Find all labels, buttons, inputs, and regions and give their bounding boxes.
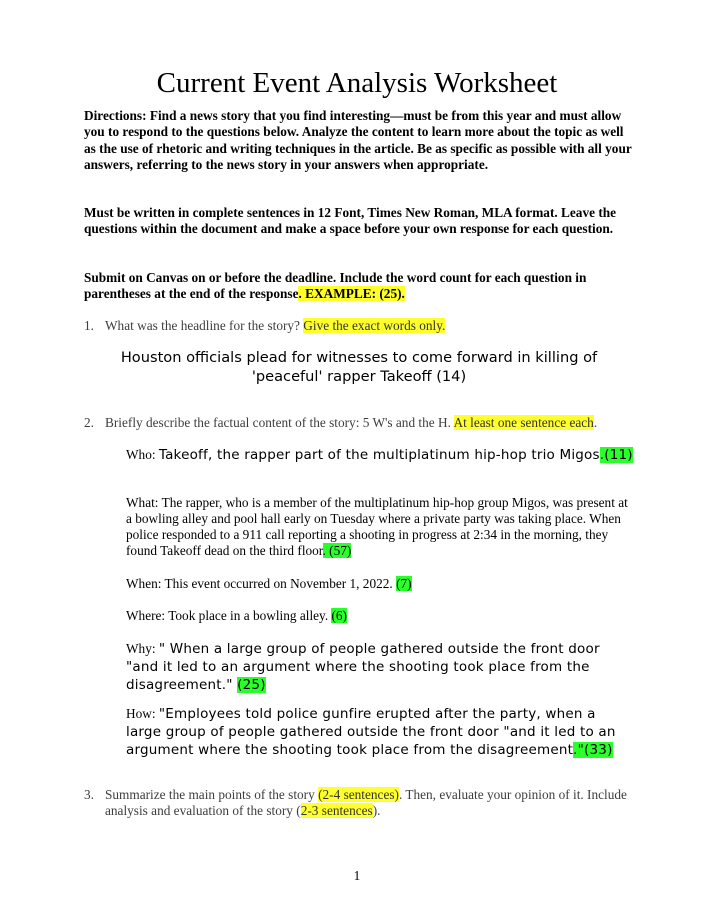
question-2 <box>84 415 644 431</box>
who-label: Who: <box>126 447 159 462</box>
page-title: Current Event Analysis Worksheet <box>156 67 558 99</box>
question-number: 2. <box>84 415 94 430</box>
directions-paragraph: Directions: Find a news story that you find interesting—must be from this year and must allow you to respond to the questions below. Analyze the content to learn more about the topic as well as the use of rhetoric and writing techniques in the article. Be as specific as possible with all your answers, referring to the news story in your answers when appropriate. <box>84 108 632 172</box>
submission-text: Submit on Canvas on or before the deadline. Include the word count for each question in parentheses at the end of the response <box>84 270 587 302</box>
answer-when <box>126 576 634 592</box>
when-label: When: <box>126 576 165 591</box>
where-text: Took place in a bowling alley. <box>168 608 332 623</box>
answer-where <box>126 608 634 624</box>
answer-what <box>126 495 634 559</box>
question-highlight-2: 2-3 sentences <box>300 803 373 818</box>
where-count: (6) <box>331 608 347 623</box>
question-end: . <box>593 415 598 430</box>
what-label: What: <box>126 495 162 510</box>
where-label: Where: <box>126 608 169 623</box>
when-count: (7) <box>396 576 412 591</box>
why-count: (25) <box>237 677 266 693</box>
question-text-3: ). <box>372 803 381 818</box>
how-label: How: <box>126 706 159 721</box>
who-text: Takeoff, the rapper part of the multiplatinum hip-hop trio Migos <box>158 447 600 463</box>
question-number: 3. <box>84 787 94 802</box>
answer-why <box>126 640 634 694</box>
question-highlight-1: (2-4 sentences) <box>318 787 399 802</box>
answer-how <box>126 705 634 759</box>
how-count: ."(33) <box>573 742 613 758</box>
question-3 <box>84 787 645 819</box>
answer-who <box>126 446 634 464</box>
headline-answer: Houston officials plead for witnesses to come forward in killing of 'peaceful' rapper Takeoff (14) <box>120 349 598 385</box>
how-text: "Employees told police gunfire erupted after the party, when a large group of people gathered outside the front door "and it led to an argument where the shooting took place from the disagreement <box>126 706 616 758</box>
format-requirements-paragraph: Must be written in complete sentences in 12 Font, Times New Roman, MLA format. Leave the questions within the document and make a space before your own response for each question. <box>84 205 617 237</box>
question-text: What was the headline for the story? <box>105 318 304 333</box>
submission-paragraph <box>84 270 634 303</box>
question-text-1: Summarize the main points of the story <box>105 787 319 802</box>
page-number: 1 <box>353 868 361 883</box>
question-number: 1. <box>84 318 94 333</box>
why-text: " When a large group of people gathered outside the front door "and it led to an argument where the shooting took place from the disagreement." <box>126 641 600 693</box>
question-1 <box>84 318 644 334</box>
example-highlight: . EXAMPLE: (25). <box>298 286 405 302</box>
question-text-2: . Then, evaluate your opinion of it. Include analysis and evaluation of the story ( <box>105 787 627 818</box>
what-text: The rapper, who is a member of the multiplatinum hip-hop group Migos, was present at a bowling alley and pool hall early on Tuesday where a private party was taking place. When police responded to a 911 call reporting a shooting in progress at 2:34 in the morning, they found Takeoff dead on the third floor <box>126 495 628 558</box>
question-highlight: At least one sentence each <box>453 415 594 430</box>
what-count: . (57) <box>322 543 352 558</box>
who-count: .(11) <box>599 447 633 463</box>
question-highlight: Give the exact words only. <box>303 318 446 333</box>
when-text: This event occurred on November 1, 2022. <box>164 576 397 591</box>
why-label: Why: <box>126 641 159 656</box>
question-text: Briefly describe the factual content of the story: 5 W's and the H. <box>105 415 454 430</box>
